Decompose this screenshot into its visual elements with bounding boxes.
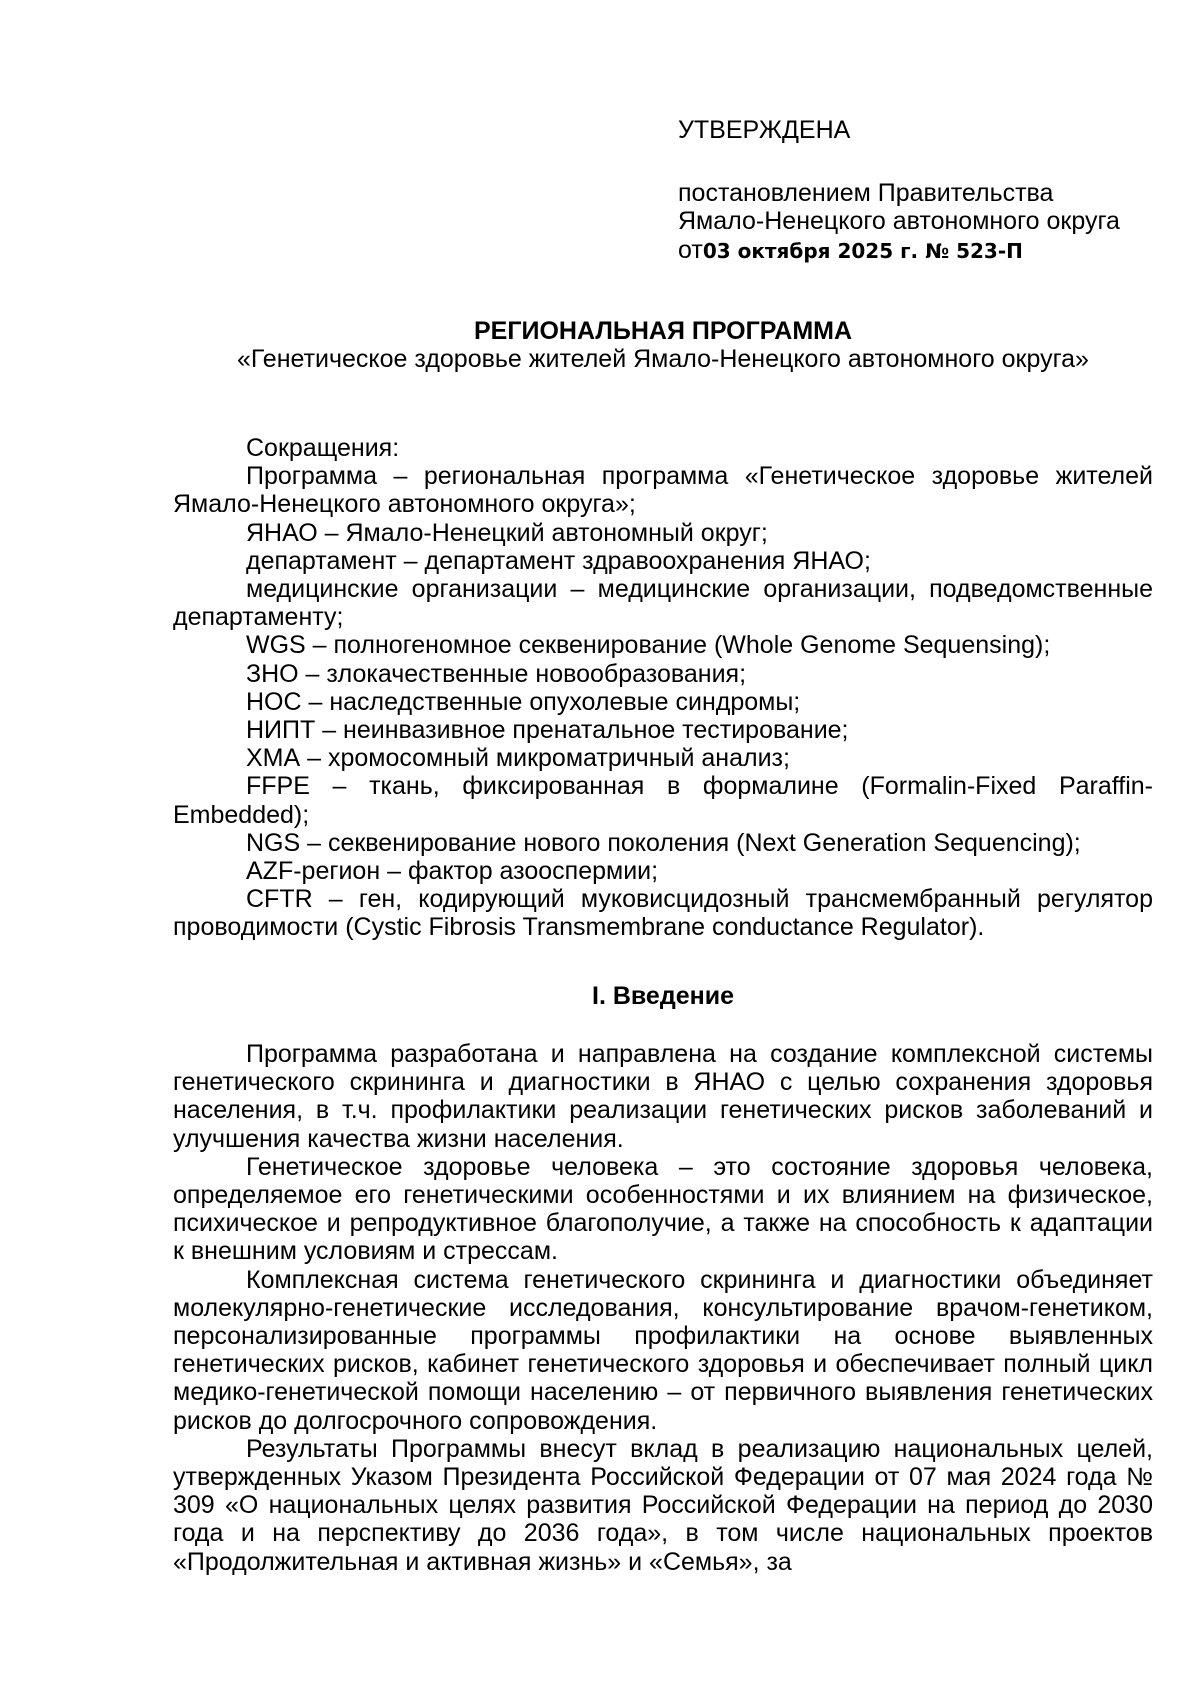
abbreviation-item: AZF-регион – фактор азооспермии;	[246, 857, 659, 886]
abbreviation-item: НИПТ – неинвазивное пренатальное тестирование;	[246, 716, 849, 745]
body-paragraph: Результаты Программы внесут вклад в реализацию национальных целей, утвержденных Указом Президента Российской Федерации от 07 мая 2024 года № 309 «О национальных целях развития Российской Федерации на период до 2030 года и на перспективу до 2036 года», в том числе национальных проектов «Продолжительная и активная жизнь» и «Семья», за	[173, 1434, 1153, 1576]
approval-label: УТВЕРЖДЕНА	[678, 116, 851, 144]
approval-date-line	[678, 236, 1178, 266]
abbreviation-item: WGS – полногеномное секвенирование (Whole Genome Sequensing);	[246, 631, 1051, 660]
abbreviation-item: FFPE – ткань, фиксированная в формалине (Formalin-Fixed Paraffin-Embedded);	[173, 772, 1153, 829]
abbreviations-heading: Сокращения:	[246, 434, 400, 462]
body-paragraph: Программа разработана и направлена на создание комплексной системы генетического скрининга и диагностики в ЯНАО с целью сохранения здоровья населения, в т.ч. профилактики реализации генетических рисков заболеваний и улучшения качества жизни населения.	[173, 1040, 1153, 1153]
body-paragraph: Генетическое здоровье человека – это состояние здоровья человека, определяемое его генетическими особенностями и их влиянием на физическое, психическое и репродуктивное благополучие, а также на способность к адаптации к внешним условиям и стрессам.	[173, 1152, 1153, 1266]
abbreviation-item: Программа – региональная программа «Генетическое здоровье жителей Ямало-Ненецкого автономного округа»;	[173, 462, 1153, 519]
abbreviations-section	[173, 434, 1153, 942]
approval-prefix: от	[678, 235, 703, 264]
section-heading: I. Введение	[592, 982, 734, 1010]
approval-line: постановлением Правительства	[678, 178, 1054, 207]
abbreviation-item: ЯНАО – Ямало-Ненецкий автономный округ;	[246, 518, 768, 547]
abbreviation-item: CFTR – ген, кодирующий муковисцидозный трансмембранный регулятор проводимости (Cystic Fibrosis Transmembrane conductance Regulator).	[173, 885, 1153, 942]
abbreviation-item: ЗНО – злокачественные новообразования;	[246, 659, 747, 688]
approval-stamp	[678, 116, 1178, 265]
abbreviation-item: НОС – наследственные опухолевые синдромы;	[246, 687, 801, 716]
introduction-section	[173, 1040, 1153, 1576]
abbreviation-item: NGS – секвенирование нового поколения (Next Generation Sequencing);	[246, 828, 1081, 857]
document-title	[173, 317, 1153, 373]
abbreviation-item: ХМА – хромосомный микроматричный анализ;	[246, 744, 790, 773]
program-subtitle: «Генетическое здоровье жителей Ямало-Ненецкого автономного округа»	[237, 345, 1089, 374]
abbreviation-item: департамент – департамент здравоохранения ЯНАО;	[246, 546, 871, 575]
approval-line: Ямало-Ненецкого автономного округа	[678, 207, 1120, 235]
page-title: РЕГИОНАЛЬНАЯ ПРОГРАММА	[473, 317, 853, 345]
body-paragraph: Комплексная система генетического скрининга и диагностики объединяет молекулярно-генетические исследования, консультирование врачом-генетиком, персонализированные программы профилактики на основе выявленных генетических рисков, кабинет генетического здоровья и обеспечивает полный цикл медико-генетической помощи населению – от первичного выявления генетических рисков до долгосрочного сопровождения.	[173, 1265, 1153, 1435]
abbreviation-item: медицинские организации – медицинские организации, подведомственные департаменту;	[173, 575, 1153, 632]
approval-number: 03 октября 2025 г. № 523-П	[702, 238, 1023, 263]
